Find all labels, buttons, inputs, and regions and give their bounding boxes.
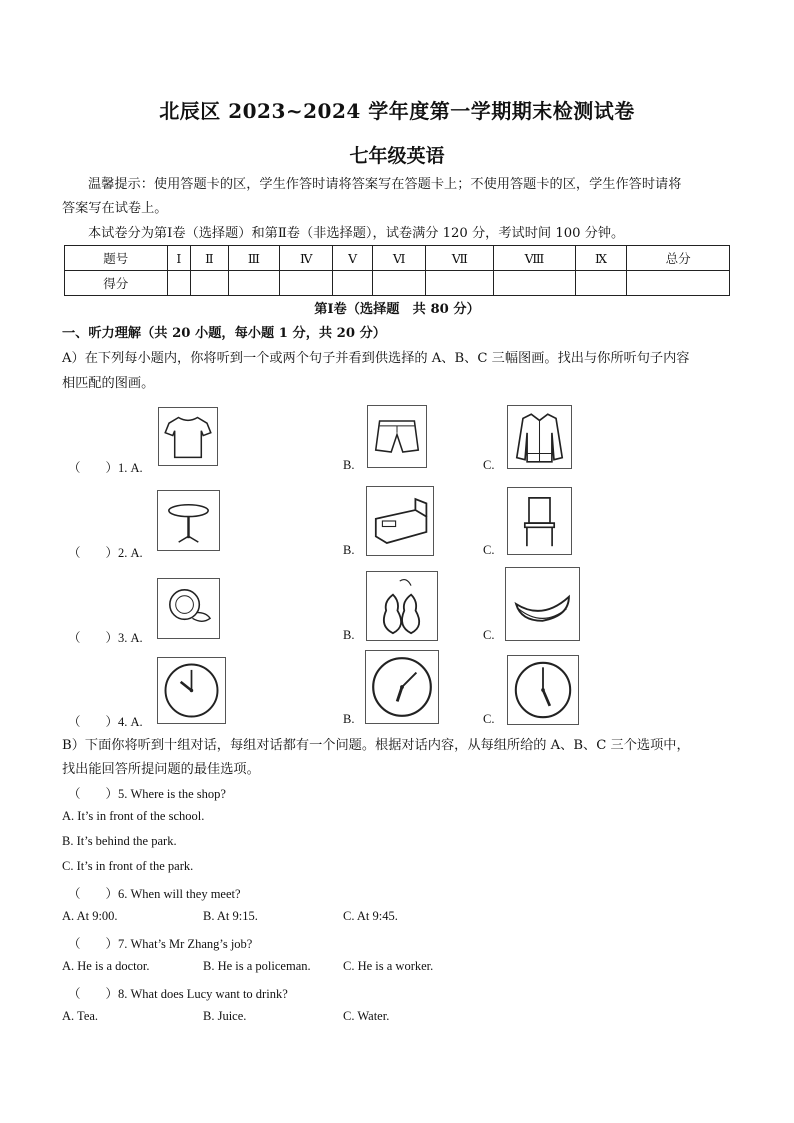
tip-line-1: 温馨提示：使用答题卡的区，学生作答时请将答案写在答题卡上；不使用答题卡的区，学生作答时请将 <box>88 177 682 192</box>
score-input-cell[interactable] <box>494 271 576 296</box>
option-b-label: B. <box>343 458 355 472</box>
clock-icon[interactable] <box>157 657 226 724</box>
question-8-option-b[interactable]: B. Juice. <box>203 1009 247 1023</box>
question-7-option-b[interactable]: B. He is a policeman. <box>203 959 311 973</box>
score-table-cell: Ⅴ <box>333 246 373 271</box>
score-table-cell: Ⅲ <box>228 246 280 271</box>
score-input-cell[interactable] <box>333 271 373 296</box>
exam-info: 本试卷分为第Ⅰ卷（选择题）和第Ⅱ卷（非选择题），试卷满分 120 分，考试时间 100 分钟。 <box>88 226 625 241</box>
section1-title: 一、听力理解（共 20 小题，每小题 1 分，共 20 分） <box>62 326 386 341</box>
bed-icon[interactable] <box>366 486 434 556</box>
question-6-option-b[interactable]: B. At 9:15. <box>203 909 258 923</box>
question-2-label: （ ）2. A. <box>68 546 143 560</box>
question-3-label: （ ）3. A. <box>68 631 143 645</box>
question-6-stem: （ ）6. When will they meet? <box>68 887 241 901</box>
score-input-cell[interactable] <box>191 271 228 296</box>
question-5-option-b[interactable]: B. It’s behind the park. <box>62 834 177 848</box>
part1-title: 第Ⅰ卷（选择题 共 80 分） <box>314 302 480 317</box>
question-6-option-a[interactable]: A. At 9:00. <box>62 909 118 923</box>
banana-icon[interactable] <box>505 567 580 641</box>
section-b-instructions-1: B）下面你将听到十组对话，每组对话都有一个问题。根据对话内容，从每组所给的 A、B、C 三个选项中， <box>62 738 690 753</box>
score-table-cell: 题号 <box>65 246 168 271</box>
score-input-cell[interactable] <box>280 271 333 296</box>
option-c-label: C. <box>483 543 495 557</box>
question-5-stem: （ ）5. Where is the shop? <box>68 787 226 801</box>
jacket-icon[interactable] <box>507 405 572 469</box>
score-row-label: 得分 <box>65 271 168 296</box>
question-5-option-a[interactable]: A. It’s in front of the school. <box>62 809 205 823</box>
option-c-label: C. <box>483 458 495 472</box>
question-8-option-a[interactable]: A. Tea. <box>62 1009 99 1023</box>
option-c-label: C. <box>483 712 495 726</box>
score-table-cell: Ⅵ <box>372 246 426 271</box>
question-7-option-a[interactable]: A. He is a doctor. <box>62 959 150 973</box>
question-6-option-c[interactable]: C. At 9:45. <box>343 909 398 923</box>
score-table-cell: Ⅰ <box>167 246 190 271</box>
page-title: 北辰区 2023~2024 学年度第一学期期末检测试卷 <box>159 99 635 123</box>
option-b-label: B. <box>343 543 355 557</box>
score-table-cell: 总分 <box>627 246 730 271</box>
question-1-label: （ ）1. A. <box>68 461 143 475</box>
option-c-label: C. <box>483 628 495 642</box>
table-icon[interactable] <box>157 490 220 551</box>
score-input-cell[interactable] <box>627 271 730 296</box>
score-table-cell: Ⅱ <box>191 246 228 271</box>
orange-icon[interactable] <box>157 578 220 639</box>
clock-icon[interactable] <box>365 650 439 724</box>
question-8-option-c[interactable]: C. Water. <box>343 1009 390 1023</box>
score-input-cell[interactable] <box>575 271 627 296</box>
score-table-cell: Ⅸ <box>575 246 627 271</box>
score-input-cell[interactable] <box>426 271 494 296</box>
score-table-cell: Ⅶ <box>426 246 494 271</box>
pear-icon[interactable] <box>366 571 438 641</box>
section-a-instructions-1: A）在下列每小题内，你将听到一个或两个句子并看到供选择的 A、B、C 三幅图画。找出与你所听句子内容 <box>62 351 690 366</box>
option-b-label: B. <box>343 712 355 726</box>
section-a-instructions-2: 相匹配的图画。 <box>62 376 155 391</box>
score-table <box>64 245 730 296</box>
score-table-score-row <box>65 271 730 296</box>
chair-icon[interactable] <box>507 487 572 555</box>
score-input-cell[interactable] <box>228 271 280 296</box>
tip-line-2: 答案写在试卷上。 <box>62 201 168 216</box>
question-7-stem: （ ）7. What’s Mr Zhang’s job? <box>68 937 253 951</box>
question-5-option-c[interactable]: C. It’s in front of the park. <box>62 859 194 873</box>
section-b-instructions-2: 找出能回答所提问题的最佳选项。 <box>62 762 260 777</box>
score-table-cell: Ⅷ <box>494 246 576 271</box>
score-input-cell[interactable] <box>167 271 190 296</box>
page-subtitle: 七年级英语 <box>349 145 445 167</box>
question-7-option-c[interactable]: C. He is a worker. <box>343 959 434 973</box>
option-b-label: B. <box>343 628 355 642</box>
t-shirt-icon[interactable] <box>158 407 218 466</box>
question-8-stem: （ ）8. What does Lucy want to drink? <box>68 987 288 1001</box>
score-table-cell: Ⅳ <box>280 246 333 271</box>
question-4-label: （ ）4. A. <box>68 715 143 729</box>
clock-icon[interactable] <box>507 655 579 725</box>
score-table-header-row <box>65 246 730 271</box>
score-input-cell[interactable] <box>372 271 426 296</box>
shorts-icon[interactable] <box>367 405 427 468</box>
